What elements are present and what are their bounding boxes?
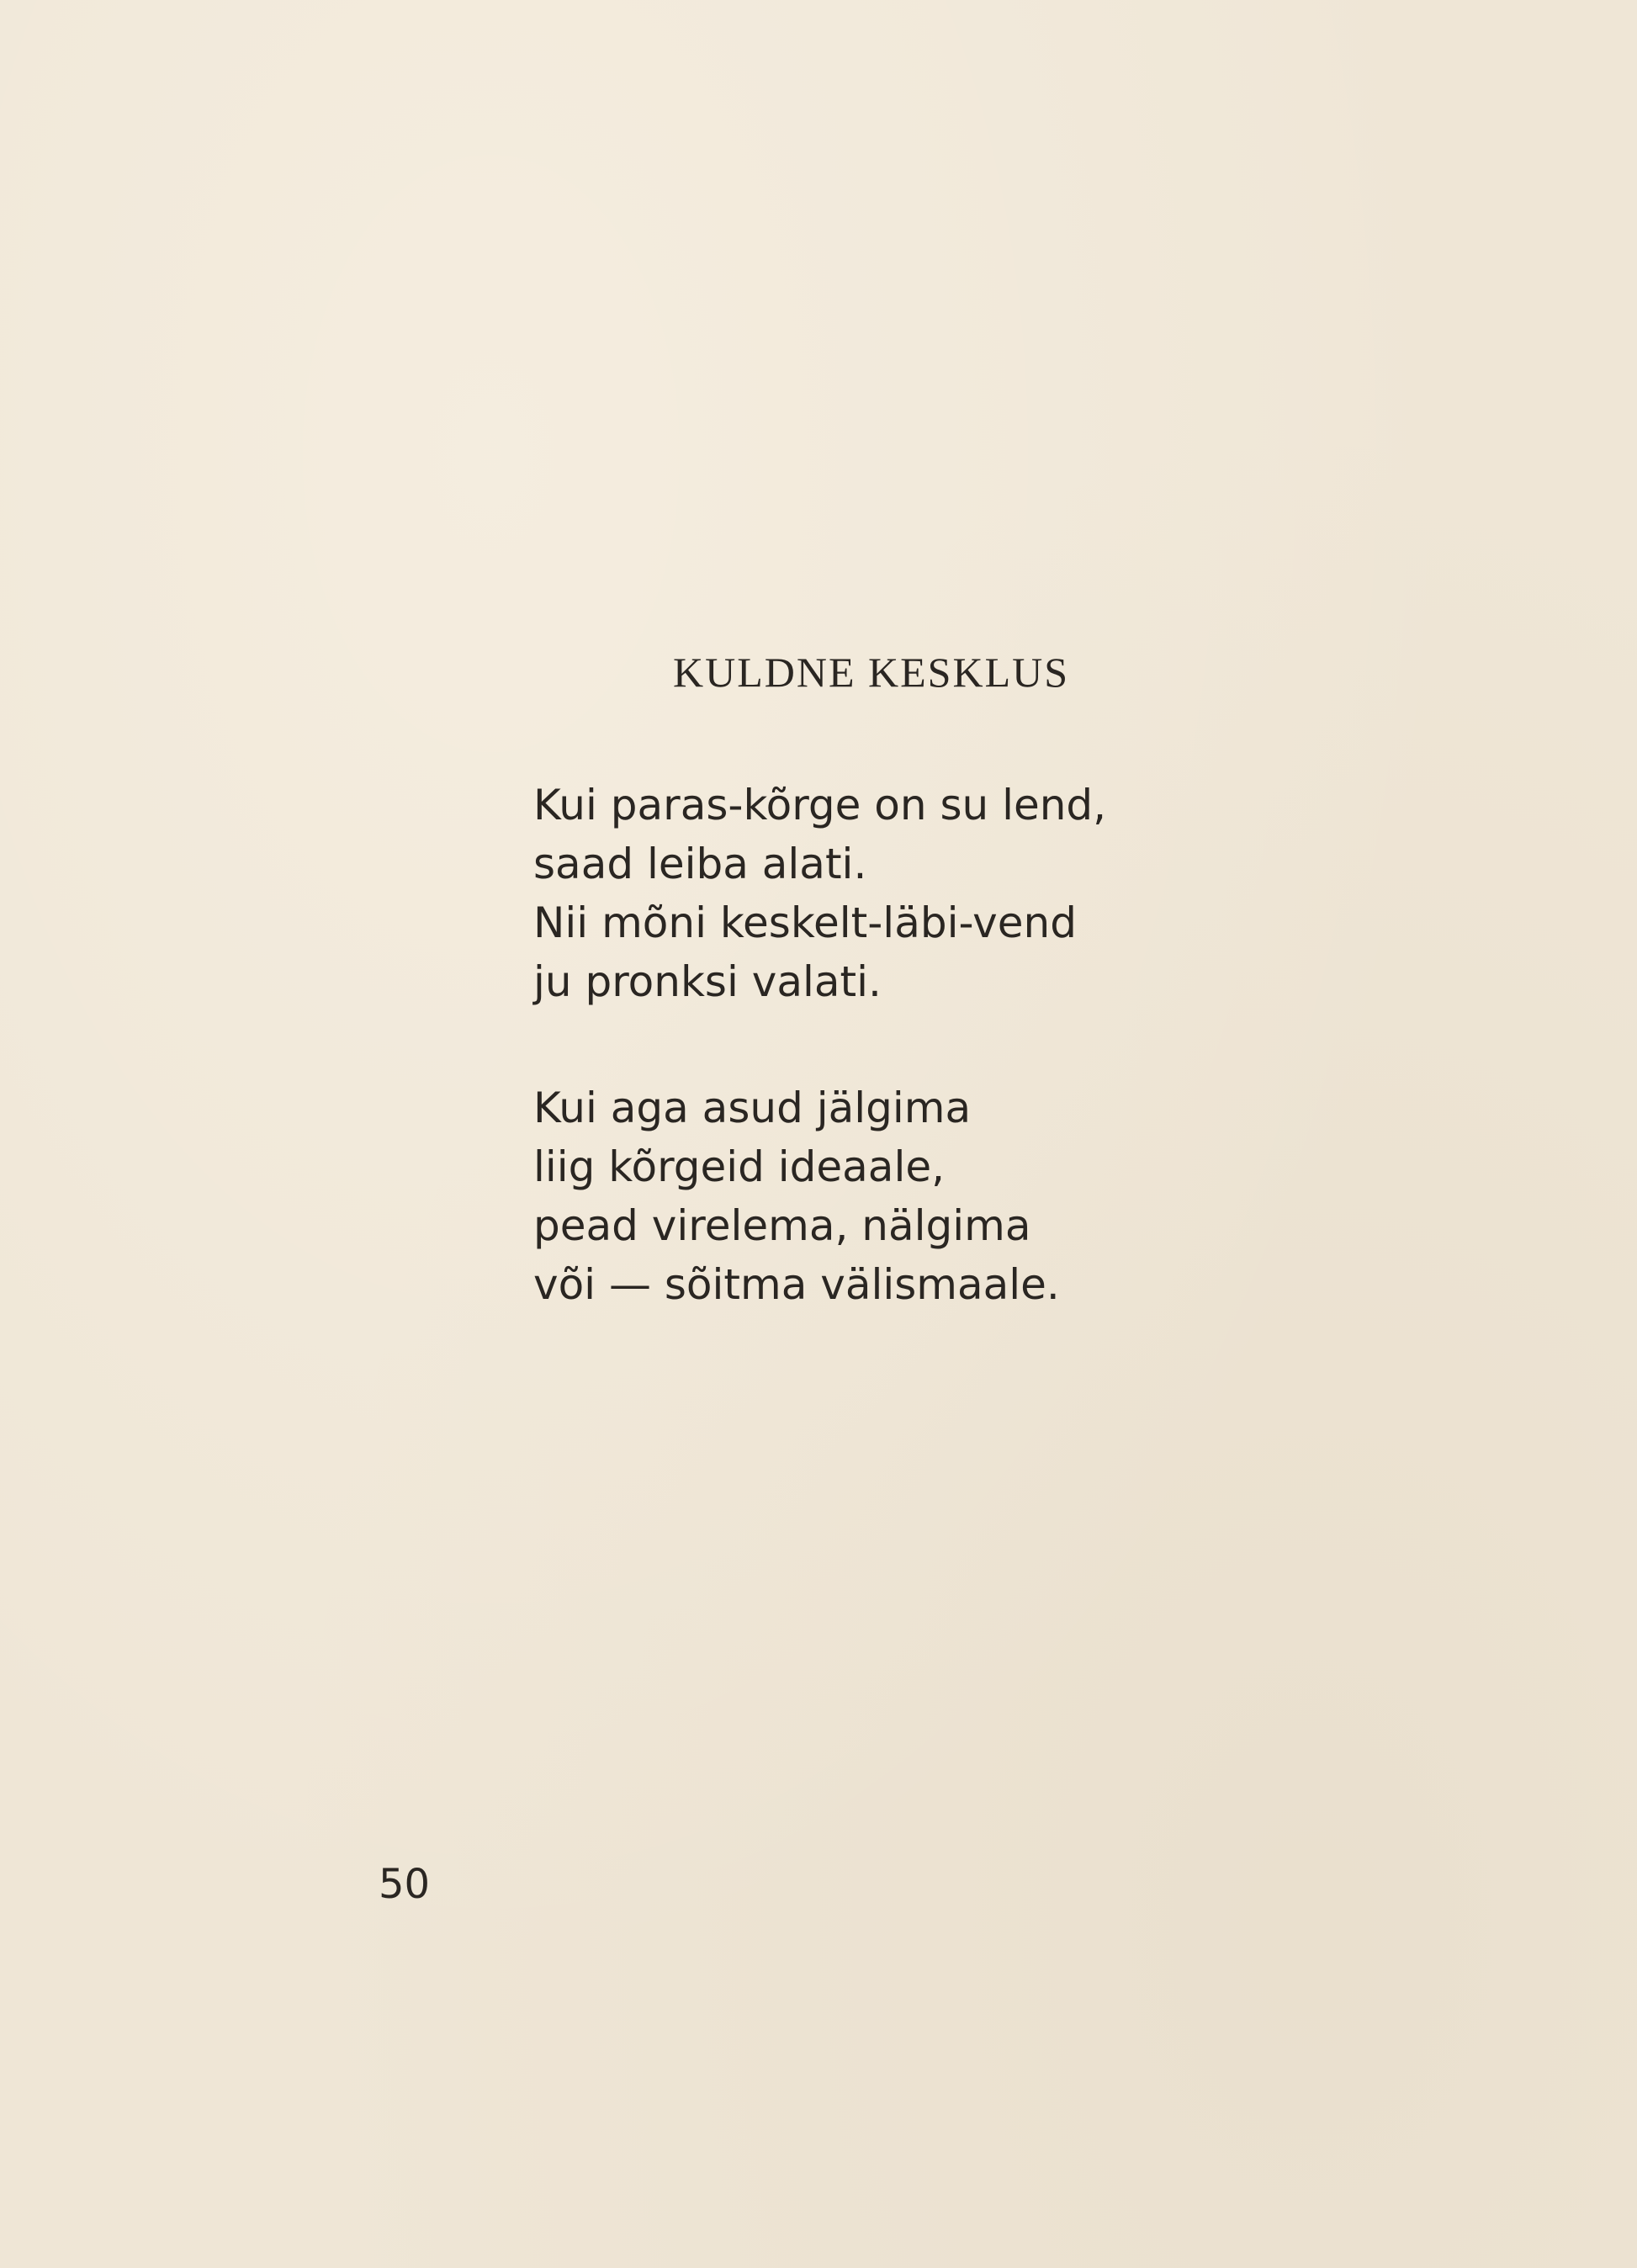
- stanza-2: [533, 1078, 1060, 1314]
- page-number: 50: [379, 1861, 431, 1908]
- verse-line: või — sõitma välismaale.: [533, 1260, 1060, 1309]
- verse-line: pead virelema, nälgima: [533, 1201, 1031, 1250]
- verse-line: Nii mõni keskelt-läbi-vend: [533, 898, 1077, 947]
- verse-line: liig kõrgeid ideaale,: [533, 1142, 945, 1191]
- stanza-1: [533, 776, 1106, 1011]
- verse-line: Kui aga asud jälgima: [533, 1084, 972, 1132]
- verse-line: saad leiba alati.: [533, 840, 867, 888]
- verse-line: ju pronksi valati.: [533, 957, 882, 1006]
- show-through-texture: [572, 404, 1329, 1666]
- poem-title: KULDNE KESKLUS: [673, 649, 1070, 696]
- verse-line: Kui paras-kõrge on su lend,: [533, 781, 1107, 829]
